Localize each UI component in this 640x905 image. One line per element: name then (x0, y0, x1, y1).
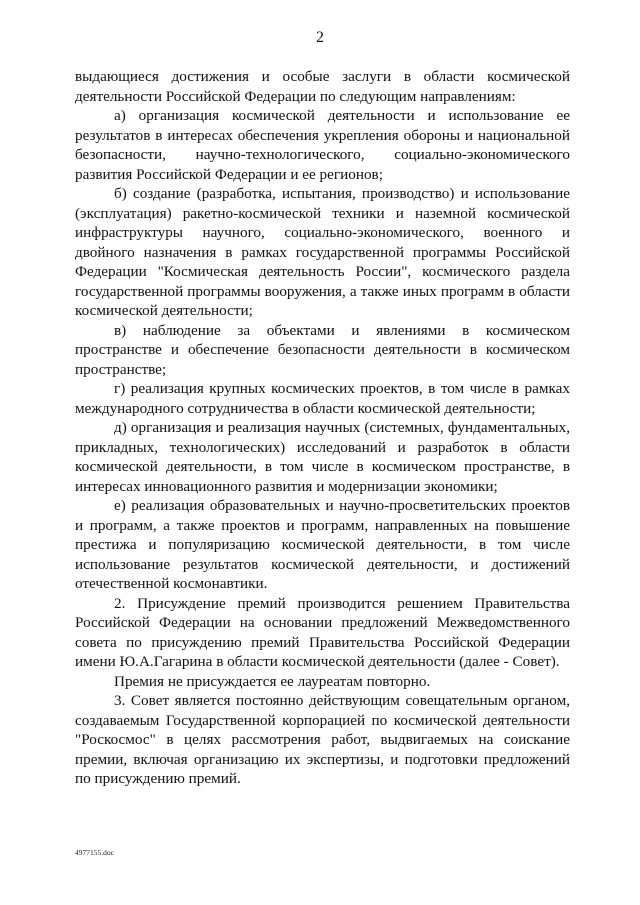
page-number: 2 (316, 29, 324, 46)
list-item-e: е) реализация образовательных и научно-просветительских проектов и программ, а также проектов и программ, направленных на повышение престижа и популяризацию космической деятельности, в том числе использование результатов космической деятельности, и достижений отечественной космонавтики. (75, 497, 570, 592)
paragraph-intro-continuation: выдающиеся достижения и особые заслуги в области космической деятельности Российской Федерации по следующим направлениям: (75, 68, 570, 105)
list-item-v: в) наблюдение за объектами и явлениями в космическом пространстве и обеспечение безопасности деятельности в космическом пространстве; (75, 321, 570, 378)
document-body (75, 67, 570, 789)
paragraph-section-2: 2. Присуждение премий производится решением Правительства Российской Федерации на основании предложений Межведомственного совета по присуждению премий Правительства Российской Федерации имени Ю.А.Гагарина в области космической деятельности (далее - Совет). (75, 594, 570, 670)
list-item-d: д) организация и реализация научных (системных, фундаментальных, прикладных, технологических) исследований и разработок в области космической деятельности, в том числе в космическом пространстве, в интересах инновационного развития и модернизации экономики; (75, 419, 570, 495)
list-item-b: б) создание (разработка, испытания, производство) и использование (эксплуатация) ракетно-космической техники и наземной космической инфраструктуры научного, социально-экономического, военного и двойного назначения в рамках государственной программы Российской Федерации "Космическая деятельность России", космического раздела государственной программы вооружения, а также иных программ в области космической деятельности; (75, 185, 570, 319)
list-item-a: а) организация космической деятельности и использование ее результатов в интересах обеспечения укрепления обороны и национальной безопасности, научно-технологического, социально-экономического развития Российской Федерации и ее регионов; (75, 107, 570, 183)
paragraph-section-3: 3. Совет является постоянно действующим совещательным органом, создаваемым Государственной корпорацией по космической деятельности "Роскосмос" в целях рассмотрения работ, выдвигаемых на соискание премии, включая организацию их экспертизы, и подготовки предложений по присуждению премий. (75, 692, 570, 787)
footer-file-code: 4977155.doc (75, 848, 114, 857)
paragraph-no-repeat-award: Премия не присуждается ее лауреатам повторно. (114, 672, 431, 690)
list-item-g: г) реализация крупных космических проектов, в том числе в рамках международного сотрудничества в области космической деятельности; (75, 380, 570, 417)
